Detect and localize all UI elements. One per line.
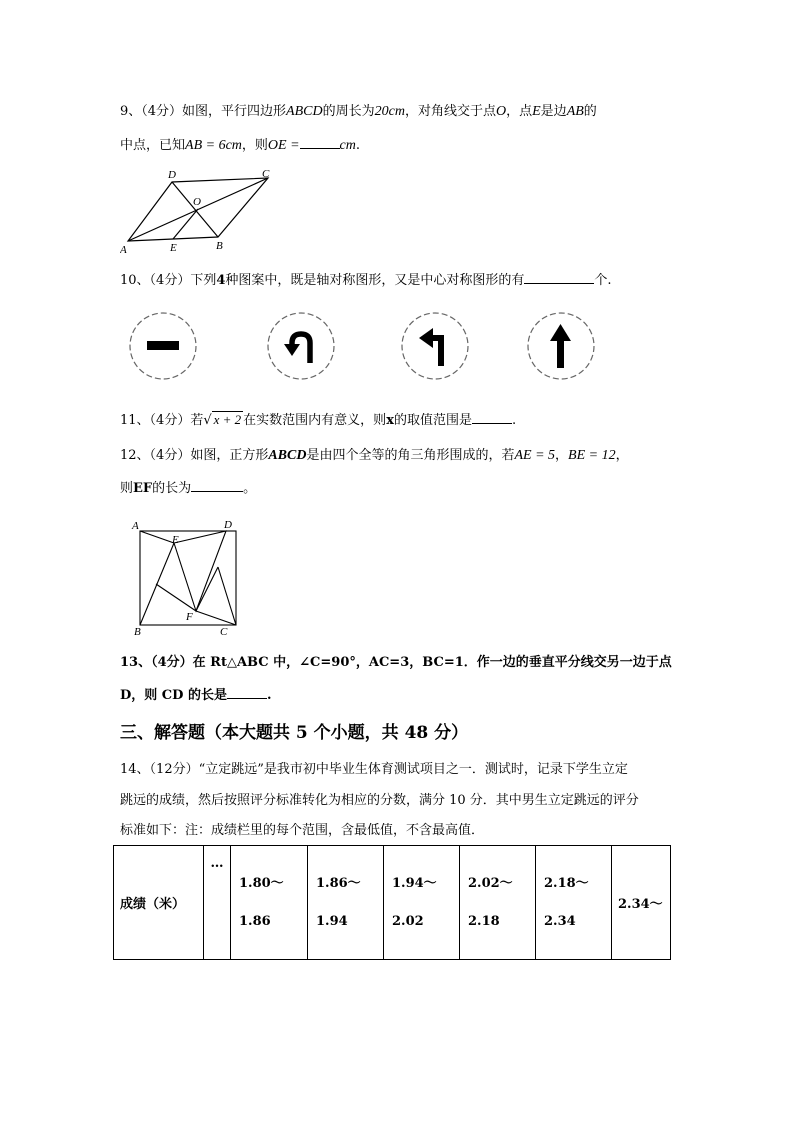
label-b: B xyxy=(134,626,141,638)
q12-text: 的长为 xyxy=(152,481,192,496)
label-e: E xyxy=(170,242,177,254)
q12-var-abcd: ABCD xyxy=(268,448,307,463)
q10-count: 4 xyxy=(216,273,226,288)
u-turn-arrow-icon xyxy=(284,334,310,363)
q9-parallelogram-figure xyxy=(120,165,280,255)
left-turn-arrow-icon xyxy=(419,328,441,366)
label-f: F xyxy=(186,611,193,623)
q12-text: 12、（4分）如图，正方形 xyxy=(120,448,269,463)
label-o: O xyxy=(193,196,201,208)
q12-line2 xyxy=(120,478,256,498)
table-range-cell xyxy=(460,846,536,960)
range-high: 2.18 xyxy=(468,913,500,929)
q10-line xyxy=(120,270,612,290)
table-range-cell xyxy=(384,846,460,960)
q9-text: 中点，已知 xyxy=(120,138,186,153)
q11-line xyxy=(120,410,516,430)
q10-text: 10、（4分）下列 xyxy=(120,273,217,288)
q9-var-abcd: ABCD xyxy=(286,104,323,119)
label-c: C xyxy=(262,168,270,180)
q10-answer-blank[interactable] xyxy=(524,270,594,284)
q13-text: D，则 CD 的长是 xyxy=(120,688,227,703)
q12-var-ef: EF xyxy=(133,481,153,496)
q9-perimeter: 20cm xyxy=(374,104,405,119)
q9-line2 xyxy=(120,135,360,155)
table-last-cell: 2.34～ xyxy=(612,846,671,960)
q9-unit: cm xyxy=(339,138,356,153)
section-heading: 三、解答题（本大题共 5 个小题，共 48 分） xyxy=(120,723,469,743)
q9-text: 的 xyxy=(583,104,597,119)
range-low: 1.94～ xyxy=(392,875,437,891)
q11-text: . xyxy=(511,413,517,428)
q12-line1 xyxy=(120,447,629,465)
q13-text: 13、（4分）在 Rt△ABC 中，∠C=90°，AC=3，BC=1．作一边的垂直平分线交另一边于点 xyxy=(120,655,672,670)
table-range-cell xyxy=(536,846,612,960)
dash-sign-icon xyxy=(147,341,179,350)
q14-line2: 跳远的成绩，然后按照评分标准转化为相应的分数，满分 10 分．其中男生立定跳远的评分 xyxy=(120,793,639,808)
table-range-cell xyxy=(231,846,308,960)
q11-text: 的取值范围是 xyxy=(393,413,472,428)
q9-oe-eq: OE = xyxy=(267,138,300,153)
q11-radicand: x + 2 xyxy=(213,412,242,427)
q12-answer-blank[interactable] xyxy=(191,478,243,492)
range-low: 1.80～ xyxy=(239,875,284,891)
q11-text: 在实数范围内有意义，则 xyxy=(243,413,387,428)
q12-text: ， xyxy=(615,448,629,463)
q9-text: 9、（4分）如图，平行四边形 xyxy=(120,104,287,119)
q9-text: 的周长为 xyxy=(322,104,375,119)
triangle-upper xyxy=(174,531,226,611)
q13-text: . xyxy=(266,688,272,703)
q13-answer-blank[interactable] xyxy=(227,685,267,699)
q10-text: 种图案中，既是轴对称图形，又是中心对称图形的有 xyxy=(225,273,525,288)
q9-text: 是边 xyxy=(540,104,567,119)
q9-var-e: E xyxy=(532,104,541,119)
q13-line2 xyxy=(120,685,271,705)
range-high: 1.86 xyxy=(239,913,271,929)
q11-answer-blank[interactable] xyxy=(472,410,512,424)
label-e: E xyxy=(172,534,179,546)
table-header-cell: 成绩（米） xyxy=(114,846,204,960)
q10-text: 个. xyxy=(594,273,612,288)
segment-oe xyxy=(173,209,198,239)
table-ellipsis-cell: … xyxy=(204,846,231,960)
label-d: D xyxy=(168,169,176,181)
q12-ae-eq: AE = 5 xyxy=(514,448,556,463)
range-low: 2.02～ xyxy=(468,875,513,891)
grade-table xyxy=(113,845,671,960)
q9-answer-blank[interactable] xyxy=(300,135,340,149)
label-d: D xyxy=(224,519,232,531)
q12-text: 。 xyxy=(243,481,257,496)
range-high: 1.94 xyxy=(316,913,348,929)
diagonal-bd xyxy=(172,182,218,237)
q12-text: ， xyxy=(555,448,569,463)
q9-text: ，对角线交于点 xyxy=(404,104,496,119)
q14-line3: 标准如下：注：成绩栏里的每个范围，含最低值，不含最高值． xyxy=(120,823,485,838)
q9-text: . xyxy=(355,138,360,153)
range-low: 1.86～ xyxy=(316,875,361,891)
q11-sqrt: √ x + 2 xyxy=(203,412,242,428)
q9-var-ab: AB xyxy=(566,104,584,119)
up-arrow-icon xyxy=(550,324,571,368)
table-range-cell xyxy=(308,846,384,960)
q9-line1 xyxy=(120,103,597,121)
range-high: 2.34 xyxy=(544,913,576,929)
q13-line1 xyxy=(120,654,672,672)
q11-var-x: x xyxy=(386,413,394,428)
q9-text: ，则 xyxy=(241,138,268,153)
q9-var-o: O xyxy=(495,104,507,119)
q9-text: ，点 xyxy=(506,104,533,119)
label-a: A xyxy=(120,244,127,255)
q12-square-figure xyxy=(128,515,248,640)
q12-text: 则 xyxy=(120,481,134,496)
q14-line1: 14、（12分）“立定跳远”是我市初中毕业生体育测试项目之一．测试时，记录下学生立定 xyxy=(120,762,628,777)
q11-text: 11、（4分）若 xyxy=(120,413,204,428)
q9-ab-eq: AB = 6cm xyxy=(185,138,242,153)
range-low: 2.18～ xyxy=(544,875,589,891)
label-c: C xyxy=(220,626,228,638)
q10-sign-figures xyxy=(125,308,605,384)
table-row xyxy=(114,846,671,960)
label-b: B xyxy=(216,240,223,252)
q12-text: 是由四个全等的角三角形围成的，若 xyxy=(306,448,515,463)
q12-be-eq: BE = 12 xyxy=(568,448,616,463)
label-a: A xyxy=(132,520,139,532)
range-high: 2.02 xyxy=(392,913,424,929)
